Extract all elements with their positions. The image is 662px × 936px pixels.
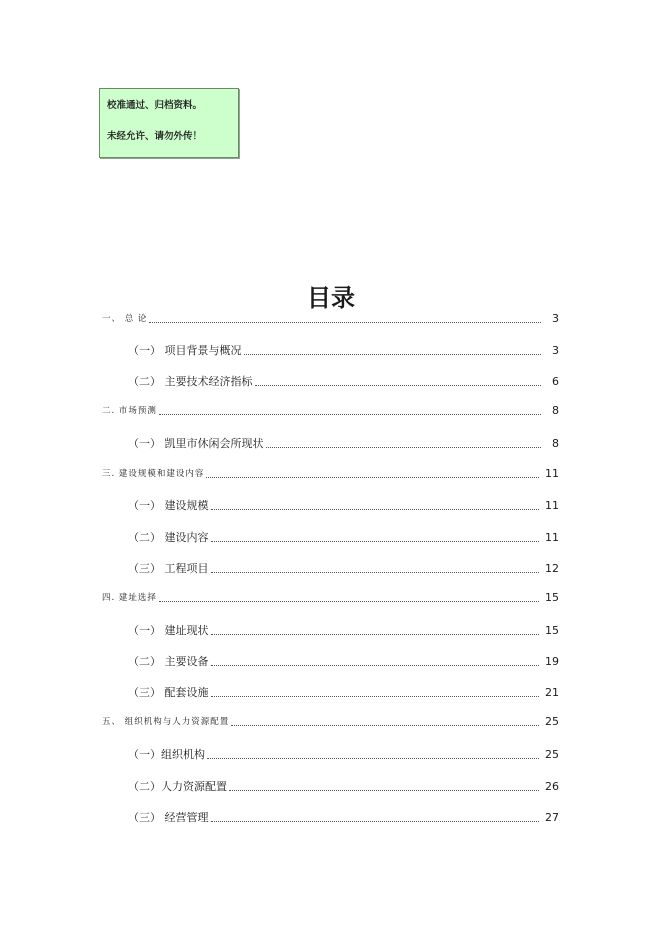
toc-entry-page: 3 (552, 344, 559, 357)
toc-entry[interactable] (128, 746, 559, 762)
toc-entry[interactable] (102, 713, 559, 729)
toc-entry[interactable] (128, 497, 559, 513)
toc-entry-text: （三） 经营管理 (128, 811, 209, 824)
dot-leader (266, 447, 542, 448)
toc-entry-page: 25 (545, 748, 559, 761)
toc-entry-text: 三. 建设规模和建设内容 (102, 469, 205, 479)
toc-entry-text: （一） 项目背景与概况 (128, 344, 242, 357)
toc-entry[interactable] (128, 342, 559, 358)
notice-line-2: 未经允许、请勿外传！ (107, 131, 203, 142)
toc-entry[interactable] (102, 310, 559, 326)
toc-entry[interactable] (128, 809, 559, 825)
toc-entry-page: 26 (545, 780, 559, 793)
toc-entry-page: 11 (545, 467, 559, 480)
dot-leader (255, 385, 542, 386)
toc-entry[interactable] (128, 529, 559, 545)
toc-entry-text: 一、 总 论 (102, 314, 148, 324)
toc-entry-page: 27 (545, 811, 559, 824)
toc-entry-text: （一） 建设规模 (128, 499, 209, 512)
dot-leader (159, 414, 541, 415)
toc-title: 目录 (307, 283, 355, 312)
toc-entry-page: 3 (552, 312, 559, 325)
toc-entry[interactable] (128, 778, 559, 794)
dot-leader (207, 758, 539, 759)
dot-leader (229, 790, 539, 791)
toc-entry[interactable] (102, 465, 559, 481)
toc-entry-page: 8 (552, 404, 559, 417)
toc-entry-page: 6 (552, 375, 559, 388)
toc-entry-text: （一） 建址现状 (128, 624, 209, 637)
toc-entry-text: 二. 市场预测 (102, 406, 157, 416)
dot-leader (211, 634, 540, 635)
toc-entry[interactable] (128, 560, 559, 576)
toc-entry-text: 五、 组织机构与人力资源配置 (102, 717, 230, 727)
toc-entry-text: 四. 建址选择 (102, 593, 157, 603)
dot-leader (149, 322, 541, 323)
toc-entry[interactable] (128, 622, 559, 638)
toc-entry-page: 11 (545, 499, 559, 512)
toc-entry[interactable] (102, 589, 559, 605)
confidential-notice-box (99, 88, 239, 158)
dot-leader (211, 541, 540, 542)
toc-entry-text: （二） 主要技术经济指标 (128, 375, 253, 388)
dot-leader (211, 509, 540, 510)
toc-entry[interactable] (102, 402, 559, 418)
toc-entry-page: 12 (545, 562, 559, 575)
toc-entry-page: 21 (545, 686, 559, 699)
toc-entry-page: 19 (545, 655, 559, 668)
dot-leader (211, 572, 540, 573)
dot-leader (211, 696, 540, 697)
dot-leader (231, 725, 539, 726)
toc-entry[interactable] (128, 653, 559, 669)
toc-entry-text: （二）人力资源配置 (128, 780, 227, 793)
toc-entry-page: 15 (545, 624, 559, 637)
toc-entry-text: （一） 凯里市休闲会所现状 (128, 437, 264, 450)
toc-entry[interactable] (128, 435, 559, 451)
dot-leader (206, 477, 539, 478)
toc-entry-page: 8 (552, 437, 559, 450)
toc-entry[interactable] (128, 684, 559, 700)
toc-entry-page: 15 (545, 591, 559, 604)
toc-entry-text: （三） 工程项目 (128, 562, 209, 575)
dot-leader (211, 821, 540, 822)
dot-leader (244, 354, 542, 355)
dot-leader (159, 601, 539, 602)
toc-entry[interactable] (128, 373, 559, 389)
toc-entry-page: 25 (545, 715, 559, 728)
notice-line-1: 校准通过、归档资料。 (107, 100, 203, 111)
toc-entry-page: 11 (545, 531, 559, 544)
dot-leader (211, 665, 540, 666)
toc-entry-text: （二） 建设内容 (128, 531, 209, 544)
toc-entry-text: （二） 主要设备 (128, 655, 209, 668)
toc-entry-text: （一）组织机构 (128, 748, 205, 761)
toc-entry-text: （三） 配套设施 (128, 686, 209, 699)
